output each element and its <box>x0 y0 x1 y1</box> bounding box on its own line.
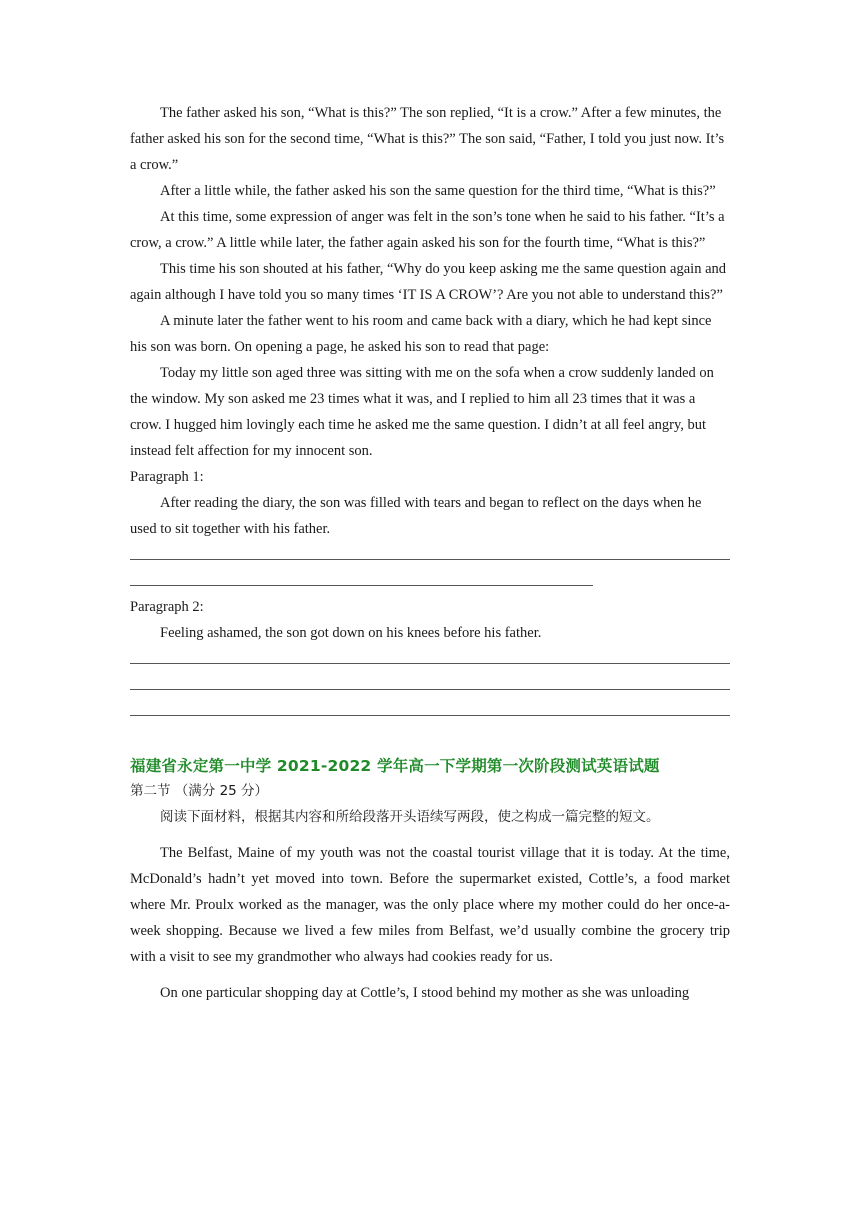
paragraph-2-label: Paragraph 2: <box>130 599 204 615</box>
document-page <box>130 100 730 1006</box>
paragraph-2-start: Feeling ashamed, the son got down on his knees before his father. <box>160 625 542 641</box>
story-paragraph-3: At this time, some expression of anger was felt in the son’s tone when he said to his father. “It’s a crow, a crow.” A little while later, the father again asked his son for the fourth time, “What is this?” <box>130 209 725 251</box>
story-paragraph-1: The father asked his son, “What is this?” The son replied, “It is a crow.” After a few minutes, the father asked his son for the second time, “What is this?” The son said, “Father, I told you just now. It’s a crow.” <box>130 105 725 173</box>
passage-paragraph-1: The Belfast, Maine of my youth was not the coastal tourist village that it is today. At the time, McDonald’s hadn’t yet moved into town. Before the supermarket existed, Cottle’s, a food market where Mr. Proulx worked as the manager, was the only place where my mother could do her once-a-week shopping. Because we lived a few miles from Belfast, we’d usually combine the grocery trip with a visit to see my grandmother who always had cookies ready for us. <box>130 845 730 965</box>
passage-paragraph-2: On one particular shopping day at Cottle’s, I stood behind my mother as she was unloading <box>160 985 690 1001</box>
paragraph-1-start: After reading the diary, the son was filled with tears and began to reflect on the days when he used to sit together with his father. <box>130 495 702 537</box>
section-heading: 福建省永定第一中学 2021-2022 学年高一下学期第一次阶段测试英语试题 <box>130 757 660 775</box>
answer-line[interactable] <box>130 698 730 724</box>
answer-line[interactable] <box>130 646 730 672</box>
section-instruction: 阅读下面材料，根据其内容和所给段落开头语续写两段，使之构成一篇完整的短文。 <box>160 809 660 825</box>
story-paragraph-6: Today my little son aged three was sitting with me on the sofa when a crow suddenly landed on the window. My son asked me 23 times what it was, and I replied to him all 23 times that it was a crow. I hugged him lovingly each time he asked me the same question. I didn’t at all feel angry, but instead felt affection for my innocent son. <box>130 365 714 459</box>
story-paragraph-2: After a little while, the father asked his son the same question for the third time, “What is this?” <box>160 183 716 199</box>
paragraph-1-label: Paragraph 1: <box>130 469 204 485</box>
answer-line[interactable] <box>130 568 730 594</box>
answer-line[interactable] <box>130 542 730 568</box>
section-subheading: 第二节 （满分 25 分） <box>130 783 269 799</box>
story-paragraph-5: A minute later the father went to his room and came back with a diary, which he had kept since his son was born. On opening a page, he asked his son to read that page: <box>130 313 712 355</box>
story-paragraph-4: This time his son shouted at his father, “Why do you keep asking me the same question again and again although I have told you so many times ‘IT IS A CROW’? Are you not able to understand this?” <box>130 261 727 303</box>
answer-line[interactable] <box>130 672 730 698</box>
